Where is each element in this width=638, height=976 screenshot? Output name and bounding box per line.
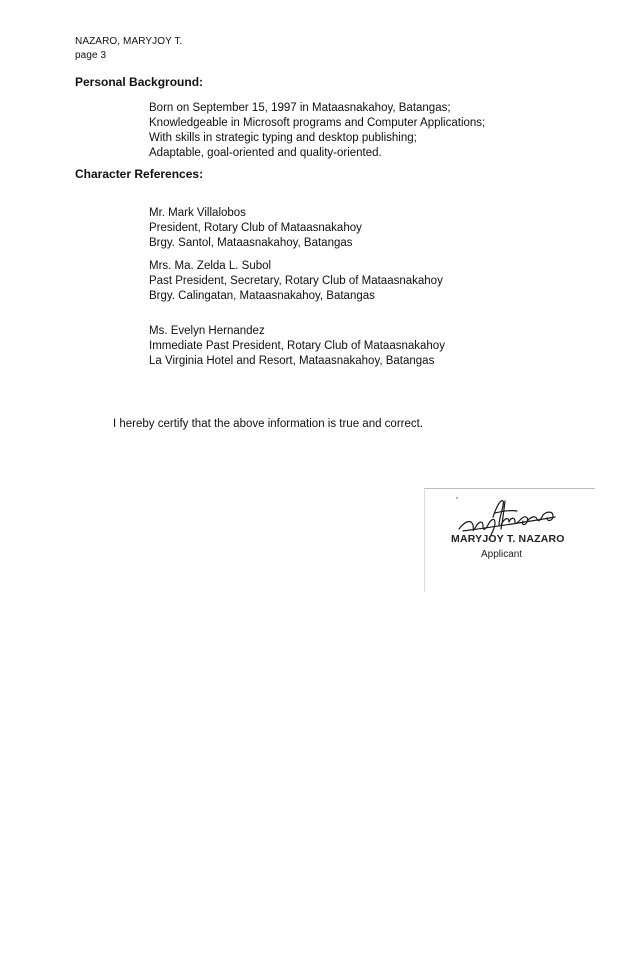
reference-2 — [149, 259, 443, 304]
personal-background-line: Born on September 15, 1997 in Mataasnakahoy, Batangas; — [149, 102, 451, 114]
personal-background-list — [149, 101, 485, 161]
reference-position: Immediate Past President, Rotary Club of Mataasnakahoy — [149, 340, 445, 352]
signatory-name: MARYJOY T. NAZARO — [451, 533, 565, 545]
reference-name: Mr. Mark Villalobos — [149, 207, 246, 219]
reference-name: Mrs. Ma. Zelda L. Subol — [149, 260, 272, 272]
page-header — [75, 35, 182, 63]
personal-background-line: Adaptable, goal-oriented and quality-oriented. — [149, 147, 382, 159]
personal-background-title: Personal Background: — [75, 75, 204, 89]
personal-background-line: With skills in strategic typing and desktop publishing; — [149, 132, 417, 144]
personal-background-line: Knowledgeable in Microsoft programs and Computer Applications; — [149, 117, 486, 129]
reference-1 — [149, 206, 362, 251]
reference-position: Past President, Secretary, Rotary Club of Mataasnakahoy — [149, 275, 443, 287]
reference-address: Brgy. Santol, Mataasnakahoy, Batangas — [149, 237, 353, 249]
reference-position: President, Rotary Club of Mataasnakahoy — [149, 222, 362, 234]
reference-address: Brgy. Calingatan, Mataasnakahoy, Batangas — [149, 290, 375, 302]
header-name: NAZARO, MARYJOY T. — [75, 36, 183, 47]
character-references-title: Character References: — [75, 167, 204, 181]
certification-statement: I hereby certify that the above information is true and correct. — [113, 418, 424, 430]
reference-address: La Virginia Hotel and Resort, Mataasnakahoy, Batangas — [149, 355, 435, 367]
signatory-role: Applicant — [481, 549, 523, 560]
reference-name: Ms. Evelyn Hernandez — [149, 325, 265, 337]
reference-3 — [149, 324, 445, 369]
header-page-number: page 3 — [75, 50, 107, 61]
signature-block — [424, 488, 595, 592]
